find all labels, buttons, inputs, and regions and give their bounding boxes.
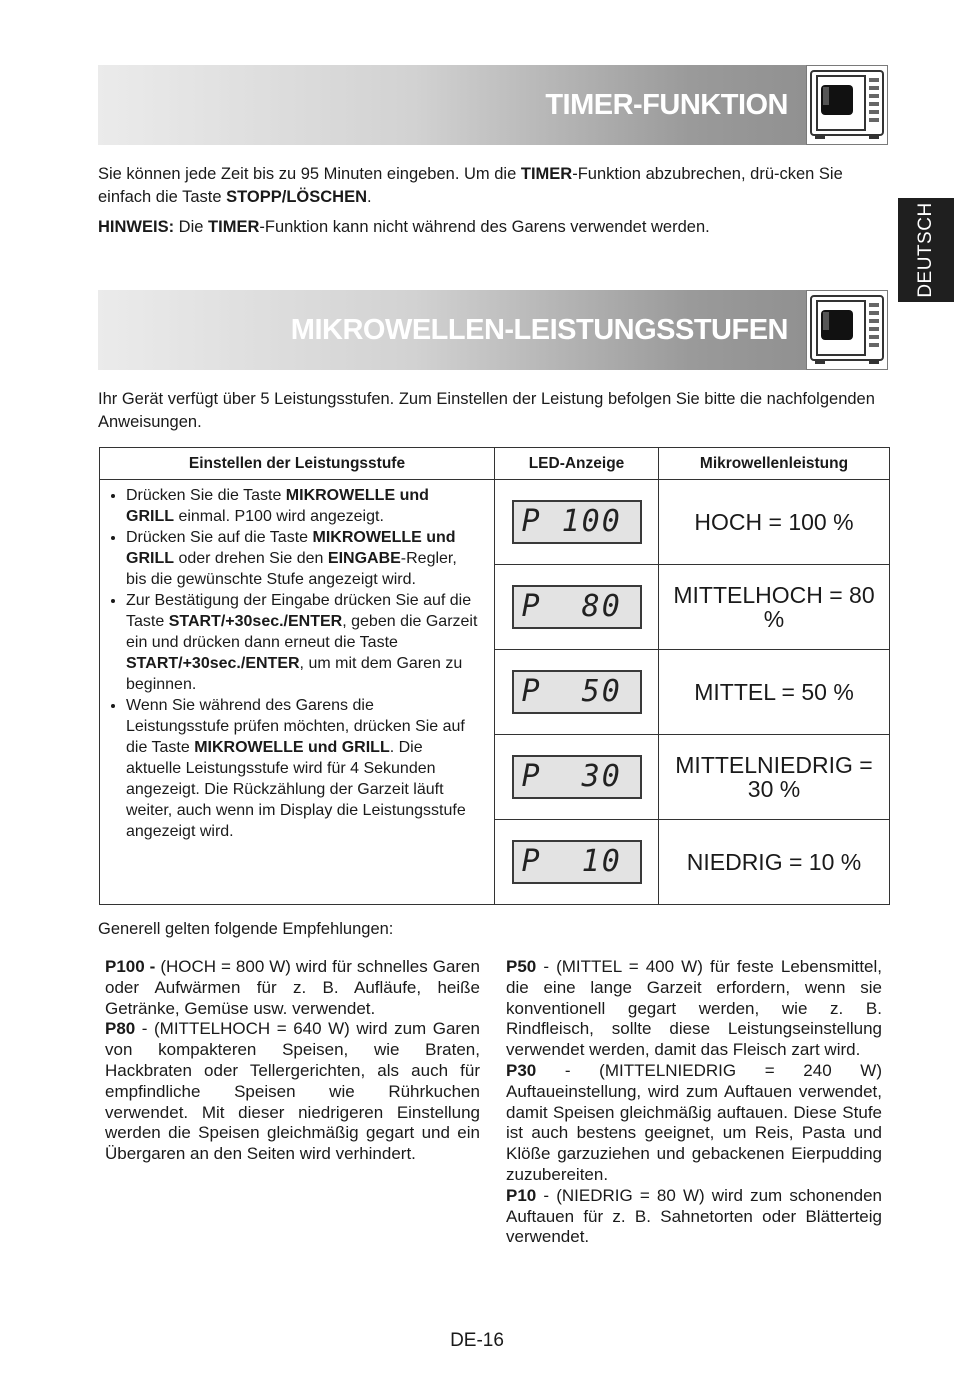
led-display: P 50 (512, 670, 642, 714)
recommendation-p50: P50 - (MITTEL = 400 W) für feste Lebensmittel, die eine lange Garzeit erfordern, wenn sie konventionell gegart werden, wie z. B. Rindfleisch, sollte diese Leistungseinstellung verwendet werden, damit das Fleisch zart wird. (506, 957, 882, 1060)
list-item: • Zur Bestätigung der Eingabe drücken Sie auf die Taste START/+30sec./ENTER, geben die Garzeit ein und drücken dann erneut die Taste START/+30sec./ENTER, um mit dem Garen zu beginnen. (126, 590, 480, 695)
recommendations-intro: Generell gelten folgende Empfehlungen: (98, 920, 394, 938)
timer-section-header (98, 65, 888, 145)
recommendation-p80: P80 - (MITTELHOCH = 640 W) wird zum Garen von kompakteren Speisen, wie Braten, Hackbraten oder Tellergerichten, als auch für empfindliche Speisen wie Rührkuchen verwendet. Mit dieser niedrigeren Einstellung werden die Speisen gleichmäßig gegart und ein Übergaren an den Seiten wird verhindert. (105, 1019, 480, 1164)
recommendations-right (506, 957, 882, 1248)
recommendation-p100: P100 - (HOCH = 800 W) wird für schnelles Garen oder Aufwärmen für z. B. Aufläufe, heiße Getränke, Gemüse usw. verwendet. (105, 957, 480, 1018)
power-section-header (98, 290, 888, 370)
microwave-icon (806, 290, 888, 370)
language-tab (898, 198, 954, 302)
microwave-icon (806, 65, 888, 145)
table-header: Mikrowellenleistung (659, 448, 890, 480)
list-item: • Wenn Sie während des Garens die Leistungsstufe prüfen möchten, drücken Sie auf die Taste MIKROWELLE und GRILL. Die aktuelle Leistungsstufe wird für 4 Sekunden angezeigt. Die Rückzählung der Garzeit läuft weiter, auch wenn im Display die Leistungsstufe angezeigt wird. (126, 695, 480, 842)
recommendation-p30: P30 - (MITTELNIEDRIG = 240 W) Auftaueinstellung, wird zum Auftauen verwendet, damit Speisen gleichmäßig auftauen. Diese Stufe ist auch bestens geeignet, um Reis, Pasta und Klöße garzuziehen und gebackenen Eierpudding zuzubereiten. (506, 1060, 882, 1184)
power-cell: MITTEL = 50 % (659, 650, 890, 735)
table-header: Einstellen der Leistungsstufe (100, 448, 495, 480)
table-row (100, 480, 890, 565)
instructions-list (106, 485, 480, 842)
power-cell: NIEDRIG = 10 % (659, 820, 890, 905)
list-item: • Drücken Sie die Taste MIKROWELLE und GRILL einmal. P100 wird angezeigt. (126, 485, 480, 527)
power-level-table (99, 447, 890, 905)
power-intro: Ihr Gerät verfügt über 5 Leistungsstufen. Zum Einstellen der Leistung befolgen Sie bitte die nachfolgenden Anweisungen. (98, 390, 875, 431)
led-display: P 30 (512, 755, 642, 799)
recommendation-p10: P10 - (NIEDRIG = 80 W) wird zum schonenden Auftauen für z. B. Sahnetorten oder Blätterteig verwendet. (506, 1185, 882, 1247)
language-tab-label: DEUTSCH (915, 202, 936, 298)
timer-section-title: TIMER-FUNKTION (545, 89, 788, 121)
led-cell (495, 820, 659, 905)
led-display: P 10 (512, 840, 642, 884)
list-item: • Drücken Sie auf die Taste MIKROWELLE und GRILL oder drehen Sie den EINGABE-Regler, bis die gewünschte Stufe angezeigt wird. (126, 527, 480, 590)
led-cell (495, 565, 659, 650)
led-cell (495, 480, 659, 565)
table-header-row (100, 448, 890, 480)
led-cell (495, 735, 659, 820)
led-display: P 100 (512, 500, 642, 544)
power-section-title: MIKROWELLEN-LEISTUNGSSTUFEN (290, 314, 788, 346)
table-header: LED-Anzeige (495, 448, 659, 480)
recommendations-left (105, 957, 480, 1165)
instructions-cell (100, 480, 495, 905)
timer-description: Sie können jede Zeit bis zu 95 Minuten eingeben. Um die TIMER-Funktion abzubrechen, drü-cken Sie einfach die Taste STOPP/LÖSCHEN. (98, 165, 843, 206)
power-cell: MITTELNIEDRIG = 30 % (659, 735, 890, 820)
power-cell: MITTELHOCH = 80 % (659, 565, 890, 650)
page-number: DE-16 (450, 1330, 504, 1351)
led-cell (495, 650, 659, 735)
led-display: P 80 (512, 585, 642, 629)
power-cell: HOCH = 100 % (659, 480, 890, 565)
timer-note: HINWEIS: Die TIMER-Funktion kann nicht während des Garens verwendet werden. (98, 218, 710, 236)
